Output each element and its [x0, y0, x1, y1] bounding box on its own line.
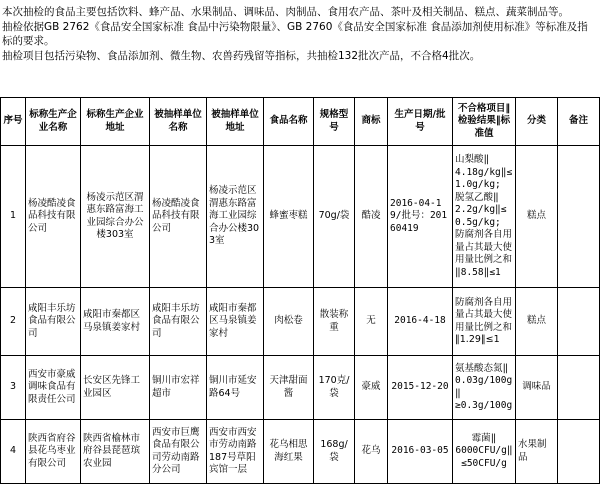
cell-category: 调味品: [516, 356, 558, 420]
header-sampled-unit: 被抽样单位名称: [150, 98, 207, 146]
cell-date: 2016-03-05: [388, 420, 453, 484]
result-line: 防腐剂各自用: [455, 296, 513, 308]
cell-producer-address: 长安区先锋工业园区: [81, 356, 150, 420]
header-note: 备注: [558, 98, 600, 146]
cell-sampled-unit: 铜川市宏祥超市: [150, 356, 207, 420]
table-row: [1, 288, 600, 356]
cell-sampled-address: 铜川市延安路64号: [207, 356, 264, 420]
header-date: 生产日期/批号: [388, 98, 453, 146]
cell-producer: 西安市豪威调味食品有限责任公司: [26, 356, 81, 420]
cell-sampled-unit: 西安市巨鹰食品有限公司劳动南路分公司: [150, 420, 207, 484]
cell-result: [453, 146, 516, 288]
header-brand: 商标: [355, 98, 388, 146]
result-line: 0.5g/kg;: [455, 216, 501, 228]
result-line: ≥0.3g/100g: [455, 400, 513, 411]
cell-sampled-unit: 杨凌酷凌食品科技有限公司: [150, 146, 207, 288]
intro-line-3: 抽检项目包括污染物、食品添加剂、微生物、农兽药残留等指标，共抽检132批次产品，不合格4批次。: [2, 49, 481, 62]
cell-spec: 168g/袋: [314, 420, 355, 484]
cell-sampled-address: 杨凌示范区渭惠东路富海工业园综合办公楼303室: [207, 146, 264, 288]
cell-no: 1: [1, 146, 26, 288]
cell-brand: 无: [355, 288, 388, 356]
result-line: 山梨酸‖: [455, 154, 490, 165]
header-spec: 规格型号: [314, 98, 355, 146]
cell-result: [453, 420, 516, 484]
cell-food-name: 蜂蜜枣糕: [264, 146, 314, 288]
result-line: 脱氢乙酸‖: [455, 191, 499, 203]
cell-sampled-unit: 咸阳丰乐坊食品有限公司: [150, 288, 207, 356]
table-header-row: [1, 98, 600, 146]
result-line: 量占其最大使: [455, 241, 513, 253]
result-line: ≤50CFU/g: [461, 457, 507, 469]
result-line: 用量比例之和: [455, 254, 513, 265]
cell-sampled-address: 西安市西安市劳动南路187号草阳宾馆一层: [207, 420, 264, 484]
result-line: ‖1.29‖≤1: [455, 334, 500, 345]
intro-line-1: 本次抽检的食品主要包括饮料、蜂产品、水果制品、调味品、肉制品、食用农产品、茶叶及相关制品、糕点、蔬菜制品等。: [2, 6, 569, 18]
cell-no: 4: [1, 420, 26, 484]
result-line: 2.2g/kg‖≤: [455, 204, 507, 215]
inspection-table: [0, 97, 600, 484]
result-line: 氨基酸态氮‖: [455, 362, 509, 374]
header-no: 序号: [1, 98, 26, 146]
result-line: 4.18g/kg‖≤: [455, 166, 513, 178]
cell-food-name: 花乌相思海红果: [264, 420, 314, 484]
cell-category: 水果制品: [516, 420, 558, 484]
cell-note: [558, 420, 600, 484]
header-producer-address: 标称生产企业地址: [81, 98, 150, 146]
cell-note: [558, 356, 600, 420]
cell-sampled-address: 咸阳市秦都区马泉镇姜家村: [207, 288, 264, 356]
cell-brand: 酷凌: [355, 146, 388, 288]
result-line: 用量比例之和: [455, 321, 513, 333]
intro-text: [2, 5, 598, 63]
cell-food-name: 肉松卷: [264, 288, 314, 356]
cell-date: 2016-4-18: [388, 288, 453, 356]
cell-brand: 花乌: [355, 420, 388, 484]
cell-date: 2016-04-19/批号：20160419: [388, 146, 453, 288]
result-line: 1.0g/kg;: [455, 179, 501, 190]
header-result: 不合格项目‖检验结果‖标准值: [453, 98, 516, 146]
header-sampled-address: 被抽样单位地址: [207, 98, 264, 146]
result-line: ‖8.58‖≤1: [455, 266, 501, 278]
cell-spec: 散装称重: [314, 288, 355, 356]
cell-food-name: 天津甜面酱: [264, 356, 314, 420]
header-food-name: 食品名称: [264, 98, 314, 146]
cell-result: [453, 288, 516, 356]
cell-brand: 豪威: [355, 356, 388, 420]
cell-no: 2: [1, 288, 26, 356]
table-row: [1, 146, 600, 288]
cell-producer: 咸阳丰乐坊食品有限公司: [26, 288, 81, 356]
cell-result: [453, 356, 516, 420]
cell-note: [558, 146, 600, 288]
table-row: [1, 356, 600, 420]
cell-no: 3: [1, 356, 26, 420]
cell-producer-address: 咸阳市秦都区马泉镇姜家村: [81, 288, 150, 356]
result-line: 霉菌‖: [471, 432, 497, 444]
cell-date: 2015-12-20: [388, 356, 453, 420]
cell-category: 糕点: [516, 146, 558, 288]
header-producer: 标称生产企业名称: [26, 98, 81, 146]
cell-producer: 杨凌酷凌食品科技有限公司: [26, 146, 81, 288]
cell-note: [558, 288, 600, 356]
cell-spec: 70g/袋: [314, 146, 355, 288]
result-line: 0.03g/100g‖: [455, 375, 513, 399]
result-line: 6000CFU/g‖: [455, 445, 513, 457]
cell-spec: 170克/袋: [314, 356, 355, 420]
intro-line-2: 抽检依据GB 2762《食品安全国家标准 食品中污染物限量》、GB 2760《食品安全国家标准 食品添加剂使用标准》等标准及指标的要求。: [2, 20, 588, 47]
cell-category: 糕点: [516, 288, 558, 356]
cell-producer-address: 陕西省榆林市府谷县琵琶瑸农业园: [81, 420, 150, 484]
table-row: [1, 420, 600, 484]
cell-producer-address: 杨凌示范区渭惠东路富海工业园综合办公楼303室: [81, 146, 150, 288]
header-category: 分类: [516, 98, 558, 146]
result-line: 防腐剂各自用: [455, 229, 513, 240]
cell-producer: 陕西省府谷县花乌枣业有限公司: [26, 420, 81, 484]
result-line: 量占其最大使: [455, 309, 513, 320]
